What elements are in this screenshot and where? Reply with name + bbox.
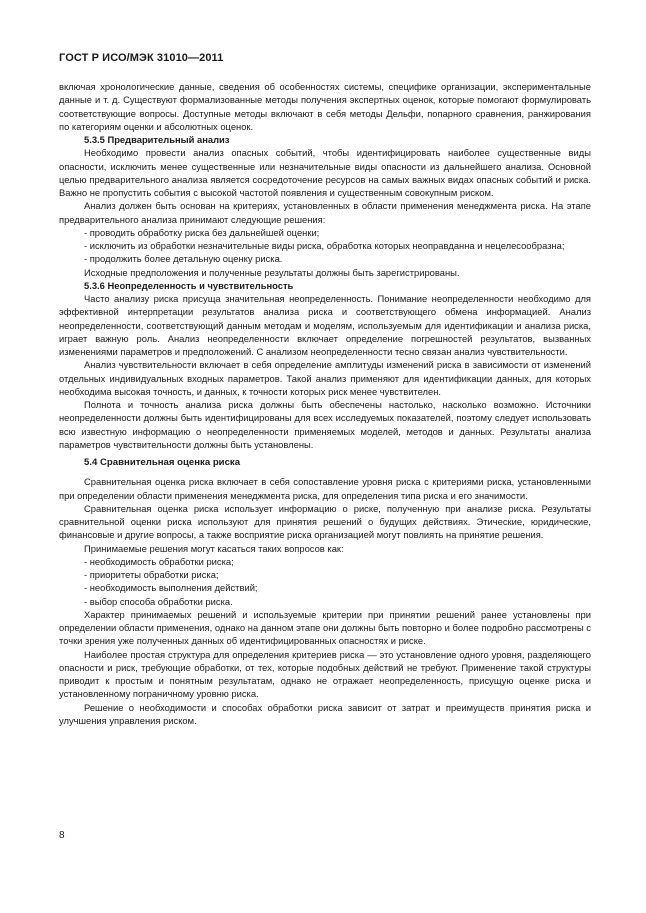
paragraph: Анализ чувствительности включает в себя определение амплитуды изменений риска в зависимости от изменений отдельных индивидуальных входных параметров. Такой анализ применяют для идентификации данных, для которых необходима высокая точность, и данных, к точности которых риск менее чувствителен. — [59, 359, 591, 397]
paragraph: Принимаемые решения могут касаться таких вопросов как: — [84, 542, 344, 554]
paragraph: Часто анализу риска присуща значительная неопределенность. Понимание неопределенности необходимо для эффективной интерпретации результатов анализа риска и соответствующего обмена информацией. Анализ неопределенности, соответствующий данным методам и моделям, используемым для идентификации и анализа риска, играет важную роль. Анализ неопределенности включает определение погрешностей результатов, вызванных изменениями параметров и предположений. С анализом неопределенности тесно связан анализ чувствительности. — [59, 293, 591, 357]
section-heading-5-4: 5.4 Сравнительная оценка риска — [84, 457, 241, 468]
list-item: - исключить из обработки незначительные виды риска, обработка которых неоправданна и нецелесообразна; — [84, 240, 565, 251]
section-heading-5-3-5: 5.3.5 Предварительный анализ — [84, 134, 230, 145]
list-item: - проводить обработку риска без дальнейшей оценки; — [84, 226, 320, 238]
paragraph: Сравнительная оценка риска включает в себя сопоставление уровня риска с критериями риска, установленными при определении области применения менеджмента риска, для определения типа риска и его значимости. — [59, 476, 591, 501]
page-number: 8 — [59, 830, 65, 841]
list-item: - необходимость выполнения действий; — [84, 582, 258, 594]
paragraph: Характер принимаемых решений и используемые критерии при принятии решений ранее установлены при определении области применения, однако на данном этапе они должны быть повторно и более подробно рассмотрены с точки зрения уже полученных данных об идентифицированных опасностях и риске. — [59, 608, 591, 647]
decision-list — [59, 226, 591, 266]
section-heading-5-3-6: 5.3.6 Неопределенность и чувствительность — [84, 279, 294, 291]
list-item: - продолжить более детальную оценку риска. — [84, 253, 283, 265]
document-header: ГОСТ Р ИСО/МЭК 31010—2011 — [59, 52, 224, 64]
paragraph: Решение о необходимости и способах обработки риска зависит от затрат и преимуществ принятия риска и улучшения управления риском. — [59, 701, 591, 726]
list-item: - необходимость обработки риска; — [84, 555, 234, 567]
decision-topics-list — [59, 555, 591, 608]
paragraph: Необходимо провести анализ опасных событий, чтобы идентифицировать наиболее существенные виды опасности, исключить менее существенные или незначительные виды опасности из дальнейшего анализа. Основной целью предварительного анализа является сосредоточение ресурсов на самых важных видах опасных событий и риска. Важно не пропустить события с высокой частотой появления и существенным совокупным риском. — [59, 147, 591, 198]
paragraph: Наиболее простая структура для определения критериев риска — это установление одного уровня, разделяющего опасности и риск, требующие обработки, от тех, которые подобных действий не требуют. Применение такой структуры приводит к простым и понятным результатам, однако не отражает неопределенность, присущую оценке риска и установленному пограничному уровню риска. — [59, 648, 591, 700]
list-item: - приоритеты обработки риска; — [84, 569, 219, 580]
paragraph: Исходные предположения и полученные результаты должны быть зарегистрированы. — [84, 266, 460, 278]
list-item: - выбор способа обработки риска. — [84, 595, 233, 607]
paragraph: Анализ должен быть основан на критериях, установленных в области применения менеджмента риска. На этапе предварительного анализа принимают следующие решения: — [59, 200, 591, 225]
paragraph-intro: включая хронологические данные, сведения об особенностях системы, специфике организации, экспериментальные данные и т. д. Существуют формализованные методы получения экспертных оценок, которые помогают формулировать соответствующие вопросы. Доступные методы включают в себя методы Дельфи, попарного сравнения, ранжирования по категориям оценки и абсолютных оценок. — [59, 81, 591, 132]
document-body — [59, 80, 591, 727]
paragraph: Полнота и точность анализа риска должны быть обеспечены настолько, насколько возможно. Источники неопределенности должны быть идентифицированы для всех исследуемых показателей, поэтому следует использовать всю известную информацию о неопределенности применяемых моделей, методов и данных. Результаты анализа параметров чувствительности должны быть установлены. — [59, 399, 591, 450]
paragraph: Сравнительная оценка риска использует информацию о риске, полученную при анализе риска. Результаты сравнительной оценки риска используют для принятия решений о будущих действиях. Этические, юридические, финансовые и другие вопросы, а также восприятие риска организацией могут повлиять на принятие решения. — [59, 502, 591, 541]
